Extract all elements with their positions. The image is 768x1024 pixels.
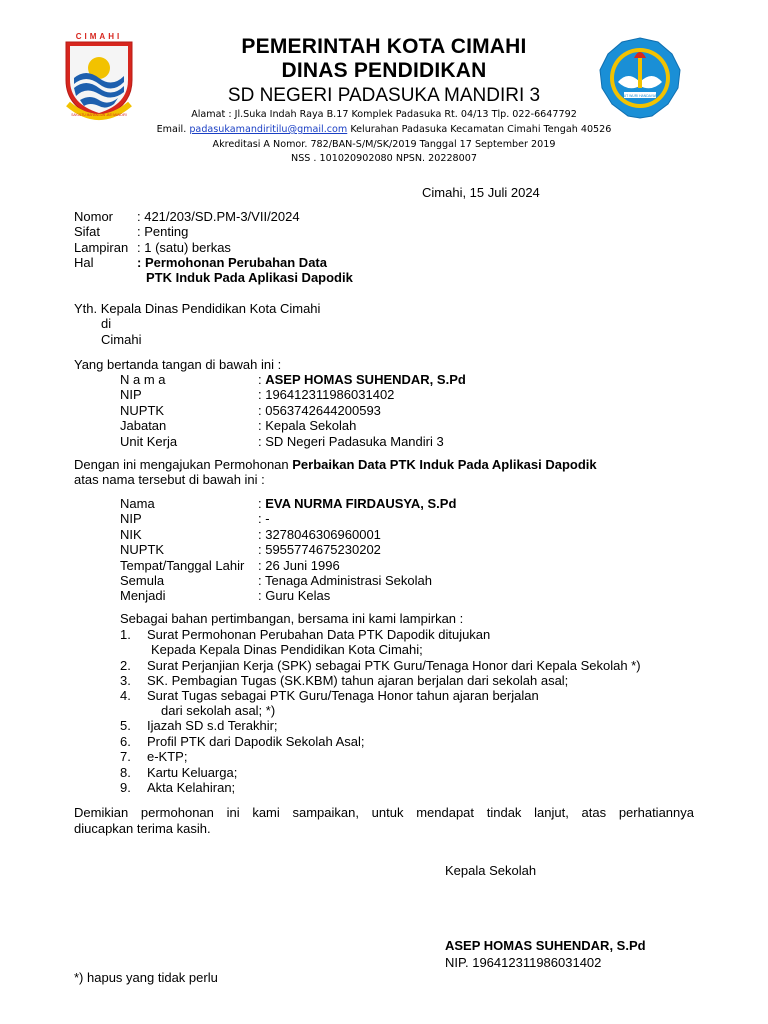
email-link[interactable]: padasukamandiritilu@gmail.com [189,124,348,135]
field-value-lampiran: : 1 (satu) berkas [137,240,231,255]
letterhead-nss: NSS . 101020902080 NPSN. 20228007 [291,153,477,164]
request-line2: atas nama tersebut di bawah ini : [74,472,265,487]
subject-value-nama-text: EVA NURMA FIRDAUSYA, S.Pd [265,496,457,511]
subject-value-nuptk: : 5955774675230202 [258,542,381,557]
recipient-line2: di [101,316,112,331]
attachment-text: Surat Permohonan Perubahan Data PTK Dapodik ditujukan [147,627,491,642]
attachment-text: SK. Pembagian Tugas (SK.KBM) tahun ajaran berjalan dari sekolah asal; [147,673,569,688]
email-rest: Kelurahan Padasuka Kecamatan Cimahi Tengah 40526 [350,124,612,135]
signature-nip: NIP. 196412311986031402 [445,955,602,970]
attachment-text: e-KTP; [147,749,188,764]
attachment-text: Kartu Keluarga; [147,765,238,780]
field-value-hal-line2: PTK Induk Pada Aplikasi Dapodik [146,270,353,285]
attachment-num: 6. [120,734,131,749]
letterhead-department: DINAS PENDIDIKAN [281,59,487,82]
recipient-line3: Cimahi [101,332,142,347]
attachment-text: Surat Tugas sebagai PTK Guru/Tenaga Honor tahun ajaran berjalan [147,688,539,703]
signer-value-nama [258,372,466,387]
letterhead-address: Alamat : Jl.Suka Indah Raya B.17 Komplek Padasuka Rt. 04/13 Tlp. 022-6647792 [191,109,577,120]
request-line1 [74,457,597,472]
recipient-line1: Yth. Kepala Dinas Pendidikan Kota Cimahi [74,301,321,316]
subject-label-nip: NIP [120,511,142,526]
attachment-num: 2. [120,658,131,673]
signer-intro: Yang bertanda tangan di bawah ini : [74,357,282,372]
subject-value-ttl: : 26 Juni 1996 [258,558,340,573]
subject-value-nip: : - [258,511,270,526]
signer-label-nama: N a m a [120,372,166,387]
letterhead-email-line [0,124,768,135]
field-value-sifat: : Penting [137,224,189,239]
field-value-nomor: : 421/203/SD.PM-3/VII/2024 [137,209,300,224]
attachment-text-cont: dari sekolah asal; *) [161,703,276,718]
subject-label-nuptk: NUPTK [120,542,165,557]
signer-label-nuptk: NUPTK [120,403,165,418]
signer-label-jabatan: Jabatan [120,418,167,433]
field-label-lampiran: Lampiran [74,240,129,255]
attachment-num: 7. [120,749,131,764]
field-label-hal: Hal [74,255,94,270]
signature-title: Kepala Sekolah [445,863,537,878]
subject-label-menjadi: Menjadi [120,588,166,603]
attachments-intro: Sebagai bahan pertimbangan, bersama ini kami lampirkan : [120,611,464,626]
signer-value-nip: : 196412311986031402 [258,387,395,402]
signer-value-nama-colon: : [258,372,266,387]
city-logo-label: CIMAHI [75,32,123,41]
request-line1-bold: Perbaikan Data PTK Induk Pada Aplikasi Dapodik [292,457,597,472]
letterhead-school-name: SD NEGERI PADASUKA MANDIRI 3 [227,85,541,106]
signer-value-jabatan: : Kepala Sekolah [258,418,357,433]
signer-value-nuptk: : 0563742644200593 [258,403,381,418]
request-line1-normal: Dengan ini mengajukan Permohonan [74,457,293,472]
subject-label-semula: Semula [120,573,165,588]
attachment-num: 9. [120,780,131,795]
closing-line2: diucapkan terima kasih. [74,821,211,836]
attachment-num: 1. [120,627,131,642]
signer-value-unit-kerja: : SD Negeri Padasuka Mandiri 3 [258,434,444,449]
letter-date: Cimahi, 15 Juli 2024 [422,185,540,200]
attachment-text: Akta Kelahiran; [147,780,236,795]
subject-value-nik: : 3278046306960001 [258,527,381,542]
city-logo-motto: SAKULTU MAHANGUN JATI MANDIRI [71,113,127,117]
subject-label-nik: NIK [120,527,142,542]
closing-line1: Demikian permohonan ini kami sampaikan, untuk mendapat tindak lanjut, atas perhatiannya [74,805,694,820]
signer-value-nama-text: ASEP HOMAS SUHENDAR, S.Pd [265,372,466,387]
subject-value-semula: : Tenaga Administrasi Sekolah [258,573,432,588]
subject-label-ttl: Tempat/Tanggal Lahir [120,558,245,573]
attachment-num: 8. [120,765,131,780]
footnote: *) hapus yang tidak perlu [74,970,218,985]
field-label-sifat: Sifat [74,224,101,239]
attachment-num: 4. [120,688,131,703]
attachment-text: Profil PTK dari Dapodik Sekolah Asal; [147,734,365,749]
email-label: Email. [156,124,187,135]
signer-label-unit-kerja: Unit Kerja [120,434,178,449]
attachment-text: Ijazah SD s.d Terakhir; [147,718,278,733]
signature-name: ASEP HOMAS SUHENDAR, S.Pd [445,938,646,953]
attachment-text-cont: Kepada Kepala Dinas Pendidikan Kota Cimahi; [151,642,423,657]
field-label-nomor: Nomor [74,209,114,224]
letterhead-accreditation: Akreditasi A Nomor. 782/BAN-S/M/SK/2019 Tanggal 17 September 2019 [212,139,556,150]
attachment-text: Surat Perjanjian Kerja (SPK) sebagai PTK Guru/Tenaga Honor dari Kepala Sekolah *) [147,658,641,673]
attachment-num: 5. [120,718,131,733]
subject-label-nama: Nama [120,496,155,511]
subject-value-nama-colon: : [258,496,266,511]
education-logo-motto: TUT WURI HANDAYANI [621,94,659,98]
signer-label-nip: NIP [120,387,142,402]
field-value-hal: : Permohonan Perubahan Data [137,255,327,270]
attachment-num: 3. [120,673,131,688]
letterhead-government: PEMERINTAH KOTA CIMAHI [241,35,527,58]
subject-value-menjadi: : Guru Kelas [258,588,331,603]
subject-value-nama [258,496,456,511]
